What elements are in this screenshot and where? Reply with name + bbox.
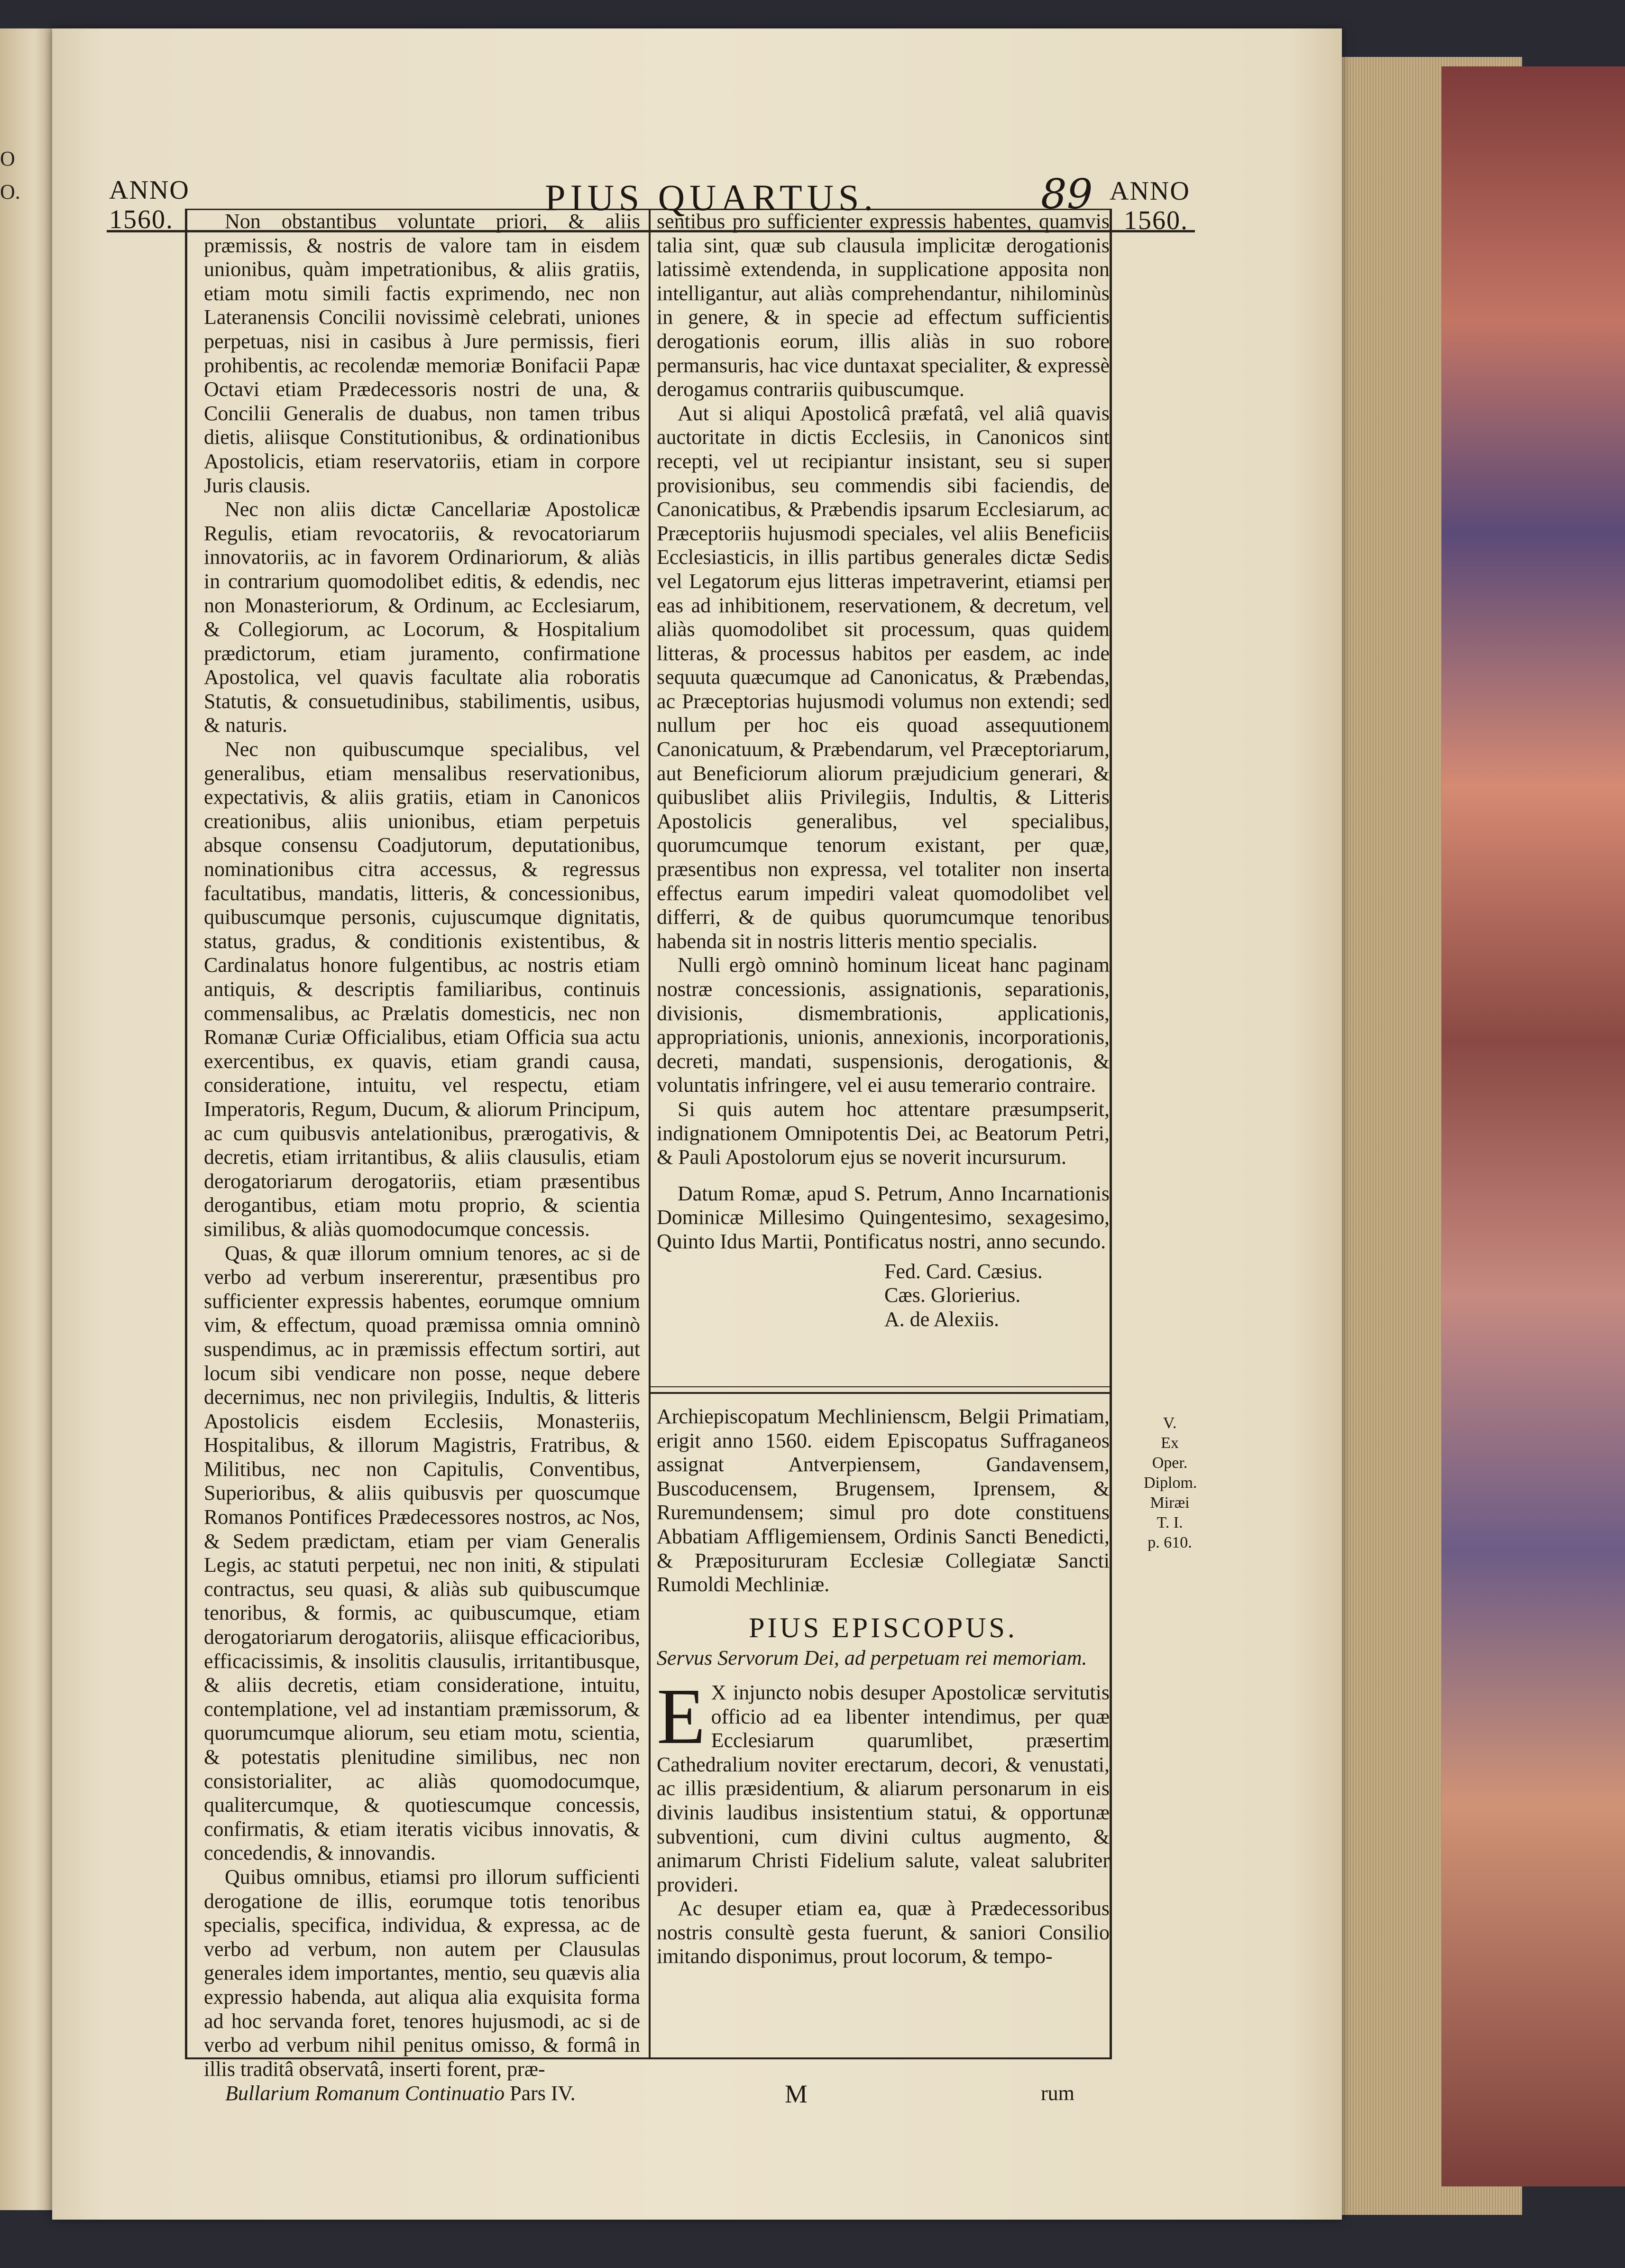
salutation: Servus Servorum Dei, ad perpetuam rei memoriam. [657,1646,1087,1670]
dating-clause: Datum Romæ, apud S. Petrum, Anno Incarnationis Dominicæ Millesimo Quingentesimo, sexagesimo, Quinto Idus Martii, Pontificatus nostri, anno secundo. [657,1181,1110,1253]
marginal-note [1144,1413,1196,1553]
note-line: Diplom. [1144,1474,1197,1492]
paragraph: Nulli ergò omninò hominum liceat hanc paginam nostræ concessionis, assignationis, separationis, divisionis, dismembrationis, applicationis, appropriationis, unionis, annexionis, incorporationis, decreti, mandati, suspensionis, derogationis, & voluntatis infringere, vel ei ausu temerario contraire. [657,953,1110,1097]
footer-title [225,2081,576,2105]
note-line: Miræi T. I. [1150,1494,1190,1531]
previous-page-characters [0,142,20,209]
left-margin-year [109,175,190,234]
previous-page-edge [0,28,57,2210]
signature-line: A. de Alexiis. [884,1307,999,1331]
footer-title-italic: Bullarium Romanum Continuatio [225,2082,505,2105]
signature-mark: M [785,2080,808,2108]
signature-line: Fed. Card. Cæsius. [884,1259,1043,1283]
paragraph: Nec non quibuscumque specialibus, vel generalibus, etiam mensalibus reservationibus, expectativis, & aliis gratiis, etiam in Canonicos creationibus, aliis unionibus, etiam perpetuis absque consensu Coadjutorum, deputationibus, nominationibus citra accessus, & regressus facultatibus, mandatis, litteris, & concessionibus, quibuscumque personis, cujuscumque dignitatis, status, gradus, & conditionis existentibus, & Cardinalatus honore fulgentibus, ac nostris etiam antiquis, & descriptis familiaribus, continuis commensalibus, ac Prælatis domesticis, nec non Romanæ Curiæ Officialibus, etiam Officia sua actu exercentibus, ex quavis, etiam grandi causa, consideratione, intuitu, vel respectu, etiam Imperatoris, Regum, Ducum, & aliorum Principum, ac cum quibusvis antelationibus, prærogativis, & decretis, etiam irritantibus, & aliis clausulis, etiam derogatoriarum derogatoriis, etiam præsentibus derogantibus, etiam motu proprio, & scientia similibus, & aliàs quomodocumque concessis. [204,738,640,1241]
catchword: rum [1041,2082,1074,2105]
paragraph: Non obstantibus voluntate priori, & aliis præmissis, & nostris de valore tam in eisdem unionibus, quàm impetrationibus, & aliis gratiis, etiam motu simili factis exprimendo, nec non Lateranensis Concilii novissimè celebrati, uniones perpetuas, nisi in casibus à Jure permissis, fieri prohibentis, ac recolendæ memoriæ Bonifacii Papæ Octavi etiam Prædecessoris nostri de una, & Concilii Generalis de duabus, non tamen tribus dietis, aliisque Constitutionibus, & ordinationibus Apostolicis, etiam reservatoriis, etiam in corpore Juris clausis. [204,210,640,497]
footer-part: Pars IV. [510,2082,576,2105]
column-divider [649,209,651,2058]
right-text-column-top [657,210,1110,1331]
marbled-endpaper [1441,66,1625,2186]
edge-char: O [0,147,15,170]
year-label: 1560. [109,205,174,234]
paragraph: Si quis autem hoc attentare præsumpserit, indignationem Omnipotentis Dei, ac Beatorum Petri, & Pauli Apostolorum ejus se noverit incursurum. [657,1097,1110,1169]
frame-right-rule [1110,209,1112,2058]
paragraph: Nec non aliis dictæ Cancellariæ Apostolicæ Regulis, etiam revocatoriis, & revocatoriarum innovatoriis, ac in favorem Ordinariorum, & aliàs in contrarium quomodolibet editis, & edendis, nec non Monasteriorum, & Ordinum, ac Ecclesiarum, & Collegiorum, ac Locorum, & Hospitalium prædictorum, etiam juramento, confirmatione Apostolica, vel quavis facultate alia roboratis Statutis, & consuetudinibus, stabilimentis, usibus, & naturis. [204,498,640,737]
left-text-column [204,210,640,2081]
frame-left-rule [185,209,187,2058]
bull-summary: Archiepiscopatum Mechlinienscm, Belgii Primatiam, erigit anno 1560. eidem Episcopatus Suffraganeos assignat Antverpiensem, Gandavensem, Buscoducensem, Brugensem, Iprensem, & Ruremundensem; simul pro dote constituens Abbatiam Affligemiensem, Ordinis Sancti Benedicti, & Præpositururam Ecclesiæ Collegiatæ Sancti Rumoldi Mechliniæ. [657,1405,1110,1596]
paragraph: Quas, & quæ illorum omnium tenores, ac si de verbo ad verbum insererentur, præsentibus pro sufficienter expressis habentes, eorumque omnium vim, & effectum, quoad præmissa omnia omninò suspendimus, ac in præmissis effectum sortiri, aut locum sibi vendicare non posse, neque debere decernimus, nec non privilegiis, Indultis, & litteris Apostolicis eisdem Ecclesiis, Monasteriis, Hospitalibus, & illorum Magistris, Fratribus, & Militibus, nec non Capitulis, Conventibus, Superioribus, & aliis quibusvis per quoscumque Romanos Pontifices Prædecessores nostros, ac Nos, & Sedem prædictam, etiam per viam Generalis Legis, ac statuti perpetui, nec non initi, & stipulati contractus, seu quasi, & aliàs sub quibuscumque tenoribus, & formis, ac quibuscumque, etiam derogatoriarum derogatoriis, aliisque efficacioribus, efficacissimis, & insolitis clausulis, irritantibusque, & aliis decretis, etiam consideratione, intuitu, contemplatione, vel ad instantiam præmissorum, & quorumcumque aliorum, seu etiam motu, scientia, & potestatis plenitudine similibus, nec non consistorialiter, ac aliàs quomodocumque, qualitercumque, & quotiescumque concessis, confirmatis, & etiam iteratis vicibus innovatis, & concedendis, & innovandis. [204,1241,640,1865]
right-text-column-bottom [657,1405,1110,1969]
year-label: 1560. [1124,206,1188,235]
paragraph: Aut si aliqui Apostolicâ præfatâ, vel aliâ quavis auctoritate in dictis Ecclesiis, in Canonicos sint recepti, vel ut recipiantur insistant, seu si super provisionibus, seu commendis sibi faciendis, de Canonicatibus, & Præbendis ipsarum Ecclesiarum, ac Præceptoriis hujusmodi speciales, vel aliis Beneficiis Ecclesiasticis, in illis partibus generales dictæ Sedis vel Legatorum ejus litteras impetraverint, etiamsi per eas ad inhibitionem, reservationem, & decretum, vel aliàs quomodolibet sit processum, quas quidem litteras, & processus habitos per easdem, ac inde sequuta quæcumque ad Canonicatus, & Præbendas, ac Præceptorias hujusmodi volumus non extendi; sed nullum per hoc eis quoad assequutionem Canonicatuum, & Præbendarum, vel Præceptoriarum, aut Beneficiorum aliorum præjudicium generari, & quibuslibet aliis Privilegiis, Indultis, & Litteris Apostolicis generalibus, vel specialibus, quorumcumque tenorum existant, per quæ, præsentibus non expressa, vel totaliter non inserta effectus earum impediri valeat quomodolibet vel differri, & de quibus quorumcumque tenoribus habenda sit in nostris litteris mentio specialis. [657,401,1110,953]
anno-label: ANNO [109,175,190,205]
paragraph: Quibus omnibus, etiamsi pro illorum sufficienti derogatione de illis, eorumque totis tenoribus specialis, specifica, individua, & expressa, ac de verbo ad verbum, non autem per Clausulas generales idem importantes, mentio, seu quævis alia expressio habenda, aut aliqua alia exquisita forma ad hoc servanda foret, tenores hujusmodi, ac si de verbo ad verbum nihil penitus omisso, & formâ in illis traditâ observatâ, inserti forent, præ- [204,1865,640,2081]
bull-body-second: Ac desuper etiam ea, quæ à Prædecessoribus nostris consultè gesta fuerunt, & saniori Consilio imitando disponimus, prout locorum, & tempo- [657,1897,1110,1968]
bull-body-first [657,1672,1110,1897]
page-number: 89 [1041,171,1093,218]
running-head: PIUS QUARTUS. [545,177,878,218]
right-section-divider-upper [651,1386,1110,1387]
anno-label: ANNO [1110,176,1190,206]
bull-heading: PIUS EPISCOPUS. [749,1612,1018,1643]
note-line: p. 610. [1148,1534,1192,1551]
paragraph: sentibus pro sufficienter expressis habentes, quamvis talia sint, quæ sub clausula implicitæ derogationis latissimè extendenda, in supplicatione apposita non intelligantur, aut aliàs comprehendantur, nihilominùs in genere, & in specie ad effectum sufficientis derogationis eorum, illis aliàs in suo robore permansuris, hac vice duntaxat specialiter, & expressè derogamus contrariis quibuscumque. [657,210,1110,401]
body-text: X injuncto nobis desuper Apostolicæ servitutis officio ad ea libenter intendimus, per quæ Ecclesiarum quarumlibet, præsertim Cathedralium noviter erectarum, decori, & venustati, ac illis præsidentium, & aliarum personarum in eis divinis laudibus insistentium statui, & opportunæ subventioni, cum divini cultus augmento, & animarum Christi Fidelium salute, valeat salubriter provideri. [657,1680,1110,1896]
right-section-divider [651,1392,1110,1394]
signatures [884,1260,1110,1332]
signature-line: Cæs. Glorierius. [884,1283,1021,1307]
note-line: V. [1163,1414,1177,1432]
right-margin-year [1110,176,1190,235]
note-line: Ex Oper. [1152,1434,1188,1472]
drop-cap: E [657,1672,706,1761]
edge-char: O. [0,180,20,203]
